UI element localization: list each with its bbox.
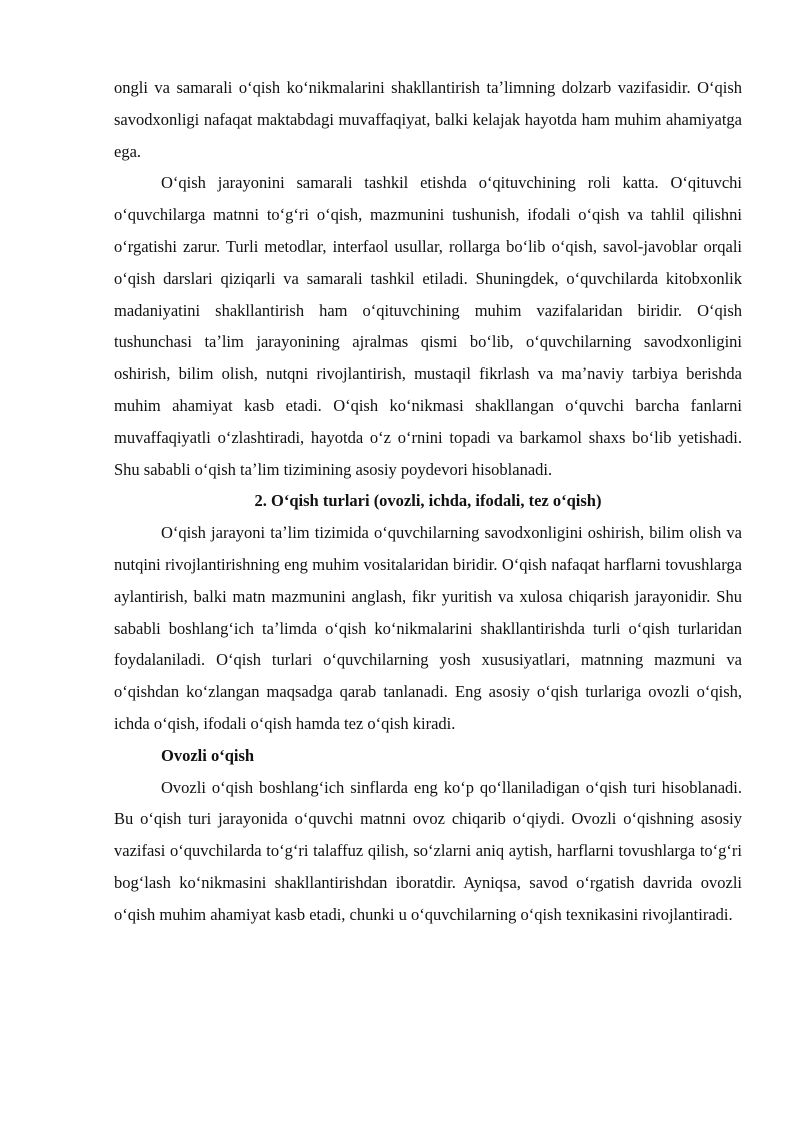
subheading-oral-reading: Ovozli oʻqish: [161, 745, 255, 765]
paragraph-teacher-role: Oʻqish jarayonini samarali tashkil etishda oʻqituvchining roli katta. Oʻqituvchi oʻquvchilarga matnni toʻgʻri oʻqish, mazmunini tushunish, ifodali oʻqish va tahlil qilishni oʻrgatishi zarur. Turli metodlar, interfaol usullar, rollarga boʻlib oʻqish, savol-javoblar orqali oʻqish darslari qiziqarli va samarali tashkil etiladi. Shuningdek, oʻquvchilarda kitobxonlik madaniyatini shakllantirish ham oʻqituvchining muhim vazifalaridan biridir. Oʻqish tushunchasi taʼlim jarayonining ajralmas qismi boʻlib, oʻquvchilarning savodxonligini oshirish, bilim olish, nutqni rivojlantirish, mustaqil fikrlash va maʼnaviy tarbiya berishda muhim ahamiyat kasb etadi. Oʻqish koʻnikmasi shakllangan oʻquvchi barcha fanlarni muvaffaqiyatli oʻzlashtiradi, hayotda oʻz oʻrnini topadi va barkamol shaxs boʻlib yetishadi. Shu sababli oʻqish taʼlim tizimining asosiy poydevori hisoblanadi.: [114, 173, 742, 479]
document-page: [114, 72, 742, 931]
paragraph-reading-types: Oʻqish jarayoni taʼlim tizimida oʻquvchilarning savodxonligini oshirish, bilim olish va nutqini rivojlantirishning eng muhim vositalaridan biridir. Oʻqish nafaqat harflarni tovushlarga aylantirish, balki matn mazmunini anglash, fikr yuritish va xulosa chiqarish jarayonidir. Shu sababli boshlangʻich taʼlimda oʻqish koʻnikmalarini shakllantirishda turli oʻqish turlaridan foydalaniladi. Oʻqish turlari oʻquvchilarning yosh xususiyatlari, matnning mazmuni va oʻqishdan koʻzlangan maqsadga qarab tanlanadi. Eng asosiy oʻqish turlariga ovozli oʻqish, ichda oʻqish, ifodali oʻqish hamda tez oʻqish kiradi.: [114, 523, 742, 733]
section-heading: 2. Oʻqish turlari (ovozli, ichda, ifodali, tez oʻqish): [254, 491, 602, 511]
paragraph-continuation: ongli va samarali oʻqish koʻnikmalarini shakllantirish taʼlimning dolzarb vazifasidir. Oʻqish savodxonligi nafaqat maktabdagi muvaffaqiyat, balki kelajak hayotda ham muhim ahamiyatga ega.: [114, 78, 742, 161]
paragraph-oral-reading: Ovozli oʻqish boshlangʻich sinflarda eng koʻp qoʻllaniladigan oʻqish turi hisoblanadi. Bu oʻqish turi jarayonida oʻquvchi matnni ovoz chiqarib oʻqiydi. Ovozli oʻqishning asosiy vazifasi oʻquvchilarda toʻgʻri talaffuz qilish, soʻzlarni aniq aytish, harflarni tovushlarga toʻgʻri bogʻlash koʻnikmasini shakllantirishdan iboratdir. Ayniqsa, savod oʻrgatish davrida ovozli oʻqish muhim ahamiyat kasb etadi, chunki u oʻquvchilarning oʻqish texnikasini rivojlantiradi.: [114, 777, 742, 924]
